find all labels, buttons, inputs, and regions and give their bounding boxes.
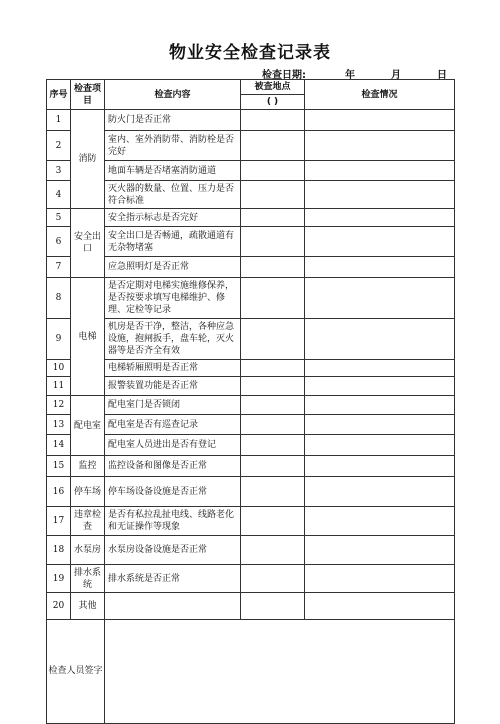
group-label-exit: 安全出口 <box>71 209 105 278</box>
row-content: 机房是否干净，整洁，各种应急设施，抱闸扳手，盘车轮，灭火器等是否齐全有效 <box>105 319 241 360</box>
group-label-pump: 水泵房 <box>71 536 105 565</box>
row-index: 2 <box>47 131 71 161</box>
row-content: 防火门是否正常 <box>105 110 241 131</box>
table-row <box>47 278 455 319</box>
status-cell[interactable] <box>305 161 455 181</box>
date-label: 检查日期: <box>262 70 306 81</box>
row-content: 配电室门是否锁闭 <box>105 396 241 415</box>
group-label-drain: 排水系统 <box>71 565 105 593</box>
row-content: 是否定期对电梯实施维修保养，是否按要求填写电梯维护、修理、定检等记录 <box>105 278 241 319</box>
row-index: 17 <box>47 507 71 536</box>
table-row <box>47 396 455 415</box>
row-index: 13 <box>47 415 71 435</box>
row-content: 排水系统是否正常 <box>105 565 241 593</box>
table-row <box>47 477 455 507</box>
location-input-field[interactable]: ( ) <box>241 95 305 110</box>
row-index: 7 <box>47 257 71 278</box>
row-content: 安全指示标志是否完好 <box>105 209 241 227</box>
status-cell[interactable] <box>305 507 455 536</box>
inspection-table <box>46 79 455 724</box>
group-label-violation: 违章检查 <box>71 507 105 536</box>
table-row <box>47 257 455 278</box>
row-content: 配电室是否有巡查记录 <box>105 415 241 435</box>
row-index: 5 <box>47 209 71 227</box>
row-content: 室内、室外消防带、消防栓是否完好 <box>105 131 241 161</box>
row-content: 配电室人员进出是否有登记 <box>105 435 241 456</box>
header-index: 序号 <box>47 80 71 110</box>
status-cell[interactable] <box>305 360 455 377</box>
location-cell[interactable] <box>241 456 305 477</box>
row-index: 3 <box>47 161 71 181</box>
table-row <box>47 377 455 396</box>
location-cell[interactable] <box>241 536 305 565</box>
signature-row <box>47 620 455 724</box>
group-label-power: 配电室 <box>71 396 105 456</box>
table-row <box>47 319 455 360</box>
location-cell[interactable] <box>241 360 305 377</box>
row-index: 1 <box>47 110 71 131</box>
status-cell[interactable] <box>305 131 455 161</box>
row-content: 是否有私拉乱扯电线、线路老化和无证操作等现象 <box>105 507 241 536</box>
row-index: 16 <box>47 477 71 507</box>
row-index: 19 <box>47 565 71 593</box>
group-label-other: 其他 <box>71 593 105 620</box>
header-status: 检查情况 <box>305 80 455 110</box>
table-row <box>47 593 455 620</box>
status-cell[interactable] <box>305 377 455 396</box>
table-row <box>47 536 455 565</box>
row-index: 9 <box>47 319 71 360</box>
row-index: 20 <box>47 593 71 620</box>
location-cell[interactable] <box>241 415 305 435</box>
group-label-parking: 停车场 <box>71 477 105 507</box>
location-cell[interactable] <box>241 377 305 396</box>
row-content: 电梯轿厢照明是否正常 <box>105 360 241 377</box>
status-cell[interactable] <box>305 415 455 435</box>
row-content: 水泵房设备设施是否正常 <box>105 536 241 565</box>
row-content: 灭火器的数量、位置、压力是否符合标准 <box>105 181 241 209</box>
table-row <box>47 360 455 377</box>
group-label-monitor: 监控 <box>71 456 105 477</box>
table-row <box>47 565 455 593</box>
status-cell[interactable] <box>305 435 455 456</box>
table-row <box>47 456 455 477</box>
table-row <box>47 227 455 257</box>
row-index: 6 <box>47 227 71 257</box>
location-cell[interactable] <box>241 396 305 415</box>
row-index: 18 <box>47 536 71 565</box>
status-cell[interactable] <box>305 227 455 257</box>
row-content: 地面车辆是否堵塞消防通道 <box>105 161 241 181</box>
location-cell[interactable] <box>241 565 305 593</box>
table-row <box>47 181 455 209</box>
row-index: 8 <box>47 278 71 319</box>
status-cell[interactable] <box>305 477 455 507</box>
header-location: 被查地点 <box>241 80 305 95</box>
table-row <box>47 131 455 161</box>
row-content: 应急照明灯是否正常 <box>105 257 241 278</box>
table-row <box>47 209 455 227</box>
page-title: 物业安全检查记录表 <box>169 43 331 63</box>
status-cell[interactable] <box>305 209 455 227</box>
table-row <box>47 161 455 181</box>
row-index: 10 <box>47 360 71 377</box>
header-content: 检查内容 <box>105 80 241 110</box>
status-cell[interactable] <box>305 181 455 209</box>
signature-label: 检查人员签字 <box>47 620 105 724</box>
table-row <box>47 435 455 456</box>
inspection-date-line <box>262 66 462 81</box>
status-cell[interactable] <box>305 257 455 278</box>
row-index: 12 <box>47 396 71 415</box>
location-cell[interactable] <box>241 131 305 161</box>
row-content: 安全出口是否畅通，疏散通道有无杂物堵塞 <box>105 227 241 257</box>
location-cell[interactable] <box>241 435 305 456</box>
status-cell[interactable] <box>305 278 455 319</box>
row-content[interactable] <box>105 593 241 620</box>
location-cell[interactable] <box>241 507 305 536</box>
header-row <box>47 80 455 95</box>
row-content: 停车场设备设施是否正常 <box>105 477 241 507</box>
table-row <box>47 110 455 131</box>
group-label-elevator: 电梯 <box>71 278 105 396</box>
location-cell[interactable] <box>241 181 305 209</box>
status-cell[interactable] <box>305 110 455 131</box>
location-cell[interactable] <box>241 257 305 278</box>
date-year-label: 年 <box>345 70 355 81</box>
row-index: 15 <box>47 456 71 477</box>
header-item: 检查项目 <box>71 80 105 110</box>
group-label-fire: 消防 <box>71 110 105 209</box>
row-index: 14 <box>47 435 71 456</box>
location-cell[interactable] <box>241 593 305 620</box>
status-cell[interactable] <box>305 536 455 565</box>
status-cell[interactable] <box>305 456 455 477</box>
status-cell[interactable] <box>305 593 455 620</box>
status-cell[interactable] <box>305 396 455 415</box>
location-cell[interactable] <box>241 227 305 257</box>
status-cell[interactable] <box>305 319 455 360</box>
date-month-label: 月 <box>391 70 401 81</box>
signature-area[interactable] <box>105 620 455 724</box>
row-content: 报警装置功能是否正常 <box>105 377 241 396</box>
date-day-label: 日 <box>437 70 447 81</box>
location-cell[interactable] <box>241 278 305 319</box>
row-content: 监控设备和图像是否正常 <box>105 456 241 477</box>
location-cell[interactable] <box>241 209 305 227</box>
location-cell[interactable] <box>241 319 305 360</box>
location-cell[interactable] <box>241 110 305 131</box>
status-cell[interactable] <box>305 565 455 593</box>
row-index: 11 <box>47 377 71 396</box>
row-index: 4 <box>47 181 71 209</box>
table-row <box>47 415 455 435</box>
location-cell[interactable] <box>241 477 305 507</box>
table-row <box>47 507 455 536</box>
location-cell[interactable] <box>241 161 305 181</box>
